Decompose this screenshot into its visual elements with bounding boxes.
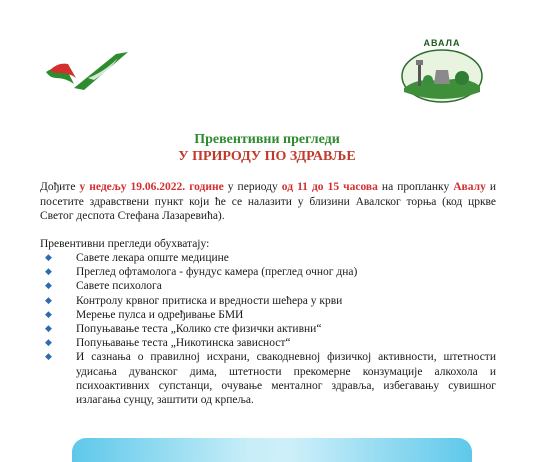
diamond-bullet-icon: ◆: [45, 352, 52, 363]
title-block: [0, 131, 534, 165]
list-item: ◆ Савете психолога: [45, 280, 162, 293]
list-item: ◆ Мерење пулса и одређивање БМИ: [45, 308, 244, 321]
list-item: ◆ Савете лекара опште медицине: [45, 252, 229, 264]
list-item: ◆ И сазнања о правилној исхрани, свакодневној физичкој активности, штетности удисања дуванског дима, штетности прекомерне конзумације алкохола и психоактивних супстанци, очување менталног здравља, избегавању сувишног излагања сунцу, заштити од крпеља.: [45, 351, 496, 407]
diamond-bullet-icon: ◆: [45, 309, 52, 320]
event-time: од 11 до 15 часова: [281, 181, 378, 193]
diamond-bullet-icon: ◆: [45, 295, 52, 306]
intro-paragraph: [40, 180, 496, 224]
title-into-nature: У ПРИРОДУ ПО ЗДРАВЉЕ: [178, 149, 356, 164]
list-item: ◆ Контролу крвног притиска и вредности шећера у крви: [45, 294, 343, 307]
list-item: ◆ Попуњавање теста „Колико сте физички активни“: [45, 323, 322, 336]
checkup-list: [40, 251, 496, 407]
list-item: ◆ Преглед офтамолога - фундус камера (преглед очног дна): [45, 266, 358, 279]
intro-text-4: и посетите здравствени пункт који ће се налазити у близини Авалског торња (код цркве Светог деспота Стефана Лазаревића).: [40, 181, 497, 222]
avala-logo: [390, 38, 494, 114]
diamond-bullet-icon: ◆: [45, 267, 52, 278]
title-preventive-checkups: Превентивни прегледи: [194, 132, 340, 147]
decorative-banner: [72, 438, 472, 462]
avala-logo-title: АВАЛА: [423, 38, 461, 48]
diamond-bullet-icon: ◆: [45, 324, 52, 335]
diamond-bullet-icon: ◆: [45, 281, 52, 292]
check-mark-icon: [44, 48, 130, 94]
diamond-bullet-icon: ◆: [45, 253, 52, 263]
intro-text-3: на пропланку: [377, 181, 454, 193]
event-place: Авалу: [453, 181, 486, 193]
intro-text-1: Дођите: [40, 181, 80, 193]
health-institute-logo: [44, 48, 130, 94]
list-item: ◆ Попуњавање теста „Никотинска зависност“: [45, 337, 291, 350]
intro-text-2: у периоду: [223, 181, 282, 193]
diamond-bullet-icon: ◆: [45, 338, 52, 349]
list-heading: Превентивни прегледи обухватају:: [40, 238, 210, 250]
event-date: у недељу 19.06.2022. године: [79, 181, 224, 193]
avala-tower-icon: [400, 48, 484, 104]
